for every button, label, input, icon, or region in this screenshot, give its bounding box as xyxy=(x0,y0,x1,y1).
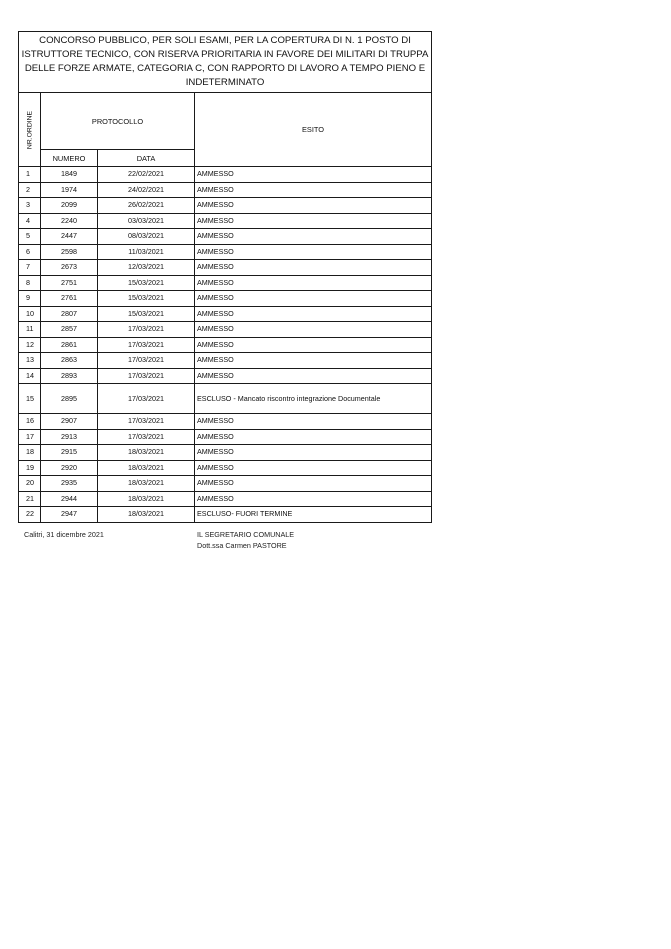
row-nr-cell: 14 xyxy=(19,368,41,384)
row-esito-cell: AMMESSO xyxy=(195,445,432,461)
row-esito-cell: AMMESSO xyxy=(195,491,432,507)
header-nr-ordine-label: NR.ORDINE xyxy=(26,110,33,149)
row-data-cell: 15/03/2021 xyxy=(98,291,195,307)
row-esito-cell: AMMESSO xyxy=(195,198,432,214)
table-row xyxy=(19,429,432,445)
table-row xyxy=(19,353,432,369)
row-esito-cell: AMMESSO xyxy=(195,414,432,430)
row-nr-cell: 6 xyxy=(19,244,41,260)
row-esito-cell: ESCLUSO - Mancato riscontro integrazione Documentale xyxy=(195,384,432,414)
table-row xyxy=(19,213,432,229)
row-nr-cell: 1 xyxy=(19,167,41,183)
row-esito-cell: AMMESSO xyxy=(195,213,432,229)
row-nr-cell: 16 xyxy=(19,414,41,430)
row-numero-cell: 2893 xyxy=(41,368,98,384)
row-numero-cell: 2935 xyxy=(41,476,98,492)
table-row xyxy=(19,291,432,307)
header-numero: NUMERO xyxy=(41,150,98,167)
row-data-cell: 18/03/2021 xyxy=(98,445,195,461)
row-numero-cell: 2857 xyxy=(41,322,98,338)
row-nr-cell: 22 xyxy=(19,507,41,523)
row-data-cell: 22/02/2021 xyxy=(98,167,195,183)
row-numero-cell: 2751 xyxy=(41,275,98,291)
row-numero-cell: 2807 xyxy=(41,306,98,322)
row-esito-cell: AMMESSO xyxy=(195,337,432,353)
row-data-cell: 18/03/2021 xyxy=(98,491,195,507)
row-data-cell: 12/03/2021 xyxy=(98,260,195,276)
row-nr-cell: 21 xyxy=(19,491,41,507)
table-row xyxy=(19,167,432,183)
row-data-cell: 17/03/2021 xyxy=(98,384,195,414)
footer-place-date: Calitri, 31 dicembre 2021 xyxy=(24,530,104,539)
row-esito-cell: ESCLUSO- FUORI TERMINE xyxy=(195,507,432,523)
table-row xyxy=(19,460,432,476)
row-esito-cell: AMMESSO xyxy=(195,167,432,183)
header-data: DATA xyxy=(98,150,195,167)
row-nr-cell: 20 xyxy=(19,476,41,492)
table-row xyxy=(19,229,432,245)
row-numero-cell: 2907 xyxy=(41,414,98,430)
row-data-cell: 15/03/2021 xyxy=(98,306,195,322)
row-numero-cell: 2913 xyxy=(41,429,98,445)
table-row xyxy=(19,507,432,523)
row-numero-cell: 2863 xyxy=(41,353,98,369)
row-data-cell: 17/03/2021 xyxy=(98,414,195,430)
header-nr-ordine xyxy=(19,93,41,167)
table-row xyxy=(19,384,432,414)
row-esito-cell: AMMESSO xyxy=(195,260,432,276)
row-nr-cell: 19 xyxy=(19,460,41,476)
row-esito-cell: AMMESSO xyxy=(195,429,432,445)
table-row xyxy=(19,198,432,214)
row-esito-cell: AMMESSO xyxy=(195,275,432,291)
row-data-cell: 08/03/2021 xyxy=(98,229,195,245)
table-row xyxy=(19,306,432,322)
row-nr-cell: 5 xyxy=(19,229,41,245)
row-data-cell: 17/03/2021 xyxy=(98,429,195,445)
results-table xyxy=(18,31,432,523)
row-numero-cell: 2673 xyxy=(41,260,98,276)
row-data-cell: 03/03/2021 xyxy=(98,213,195,229)
document-title: CONCORSO PUBBLICO, PER SOLI ESAMI, PER LA COPERTURA DI N. 1 POSTO DI ISTRUTTORE TECNICO, CON RISERVA PRIORITARIA IN FAVORE DEI MILITARI DI TRUPPA DELLE FORZE ARMATE, CATEGORIA C, CON RAPPORTO DI LAVORO A TEMPO PIENO E INDETERMINATO xyxy=(19,32,432,93)
row-data-cell: 17/03/2021 xyxy=(98,353,195,369)
row-data-cell: 18/03/2021 xyxy=(98,507,195,523)
table-row xyxy=(19,414,432,430)
row-nr-cell: 18 xyxy=(19,445,41,461)
row-numero-cell: 2947 xyxy=(41,507,98,523)
row-numero-cell: 2944 xyxy=(41,491,98,507)
table-row xyxy=(19,476,432,492)
row-esito-cell: AMMESSO xyxy=(195,244,432,260)
table-row xyxy=(19,322,432,338)
row-data-cell: 11/03/2021 xyxy=(98,244,195,260)
row-nr-cell: 4 xyxy=(19,213,41,229)
row-nr-cell: 10 xyxy=(19,306,41,322)
row-esito-cell: AMMESSO xyxy=(195,322,432,338)
table-row xyxy=(19,244,432,260)
row-esito-cell: AMMESSO xyxy=(195,368,432,384)
row-nr-cell: 11 xyxy=(19,322,41,338)
row-data-cell: 18/03/2021 xyxy=(98,476,195,492)
table-row xyxy=(19,275,432,291)
row-numero-cell: 2761 xyxy=(41,291,98,307)
row-numero-cell: 1974 xyxy=(41,182,98,198)
row-esito-cell: AMMESSO xyxy=(195,229,432,245)
header-row xyxy=(19,93,432,150)
header-protocollo: PROTOCOLLO xyxy=(41,93,195,150)
row-data-cell: 18/03/2021 xyxy=(98,460,195,476)
row-numero-cell: 2861 xyxy=(41,337,98,353)
table-row xyxy=(19,368,432,384)
row-esito-cell: AMMESSO xyxy=(195,182,432,198)
row-esito-cell: AMMESSO xyxy=(195,353,432,369)
title-row xyxy=(19,32,432,93)
row-esito-cell: AMMESSO xyxy=(195,306,432,322)
row-numero-cell: 1849 xyxy=(41,167,98,183)
row-nr-cell: 12 xyxy=(19,337,41,353)
footer-signature xyxy=(197,530,294,551)
row-numero-cell: 2447 xyxy=(41,229,98,245)
row-nr-cell: 15 xyxy=(19,384,41,414)
row-nr-cell: 3 xyxy=(19,198,41,214)
row-data-cell: 17/03/2021 xyxy=(98,337,195,353)
results-table-body xyxy=(19,32,432,523)
row-data-cell: 17/03/2021 xyxy=(98,368,195,384)
row-data-cell: 17/03/2021 xyxy=(98,322,195,338)
row-nr-cell: 2 xyxy=(19,182,41,198)
table-row xyxy=(19,491,432,507)
row-data-cell: 15/03/2021 xyxy=(98,275,195,291)
row-nr-cell: 8 xyxy=(19,275,41,291)
row-nr-cell: 17 xyxy=(19,429,41,445)
table-row xyxy=(19,337,432,353)
table-row xyxy=(19,445,432,461)
row-esito-cell: AMMESSO xyxy=(195,291,432,307)
row-data-cell: 24/02/2021 xyxy=(98,182,195,198)
row-esito-cell: AMMESSO xyxy=(195,476,432,492)
row-esito-cell: AMMESSO xyxy=(195,460,432,476)
row-nr-cell: 13 xyxy=(19,353,41,369)
row-numero-cell: 2895 xyxy=(41,384,98,414)
row-numero-cell: 2240 xyxy=(41,213,98,229)
table-row xyxy=(19,260,432,276)
row-numero-cell: 2099 xyxy=(41,198,98,214)
row-data-cell: 26/02/2021 xyxy=(98,198,195,214)
row-numero-cell: 2920 xyxy=(41,460,98,476)
header-esito: ESITO xyxy=(195,93,432,167)
table-row xyxy=(19,182,432,198)
row-numero-cell: 2598 xyxy=(41,244,98,260)
signer-name: Dott.ssa Carmen PASTORE xyxy=(197,540,287,550)
row-nr-cell: 7 xyxy=(19,260,41,276)
row-numero-cell: 2915 xyxy=(41,445,98,461)
signer-role: IL SEGRETARIO COMUNALE xyxy=(197,530,295,539)
row-nr-cell: 9 xyxy=(19,291,41,307)
